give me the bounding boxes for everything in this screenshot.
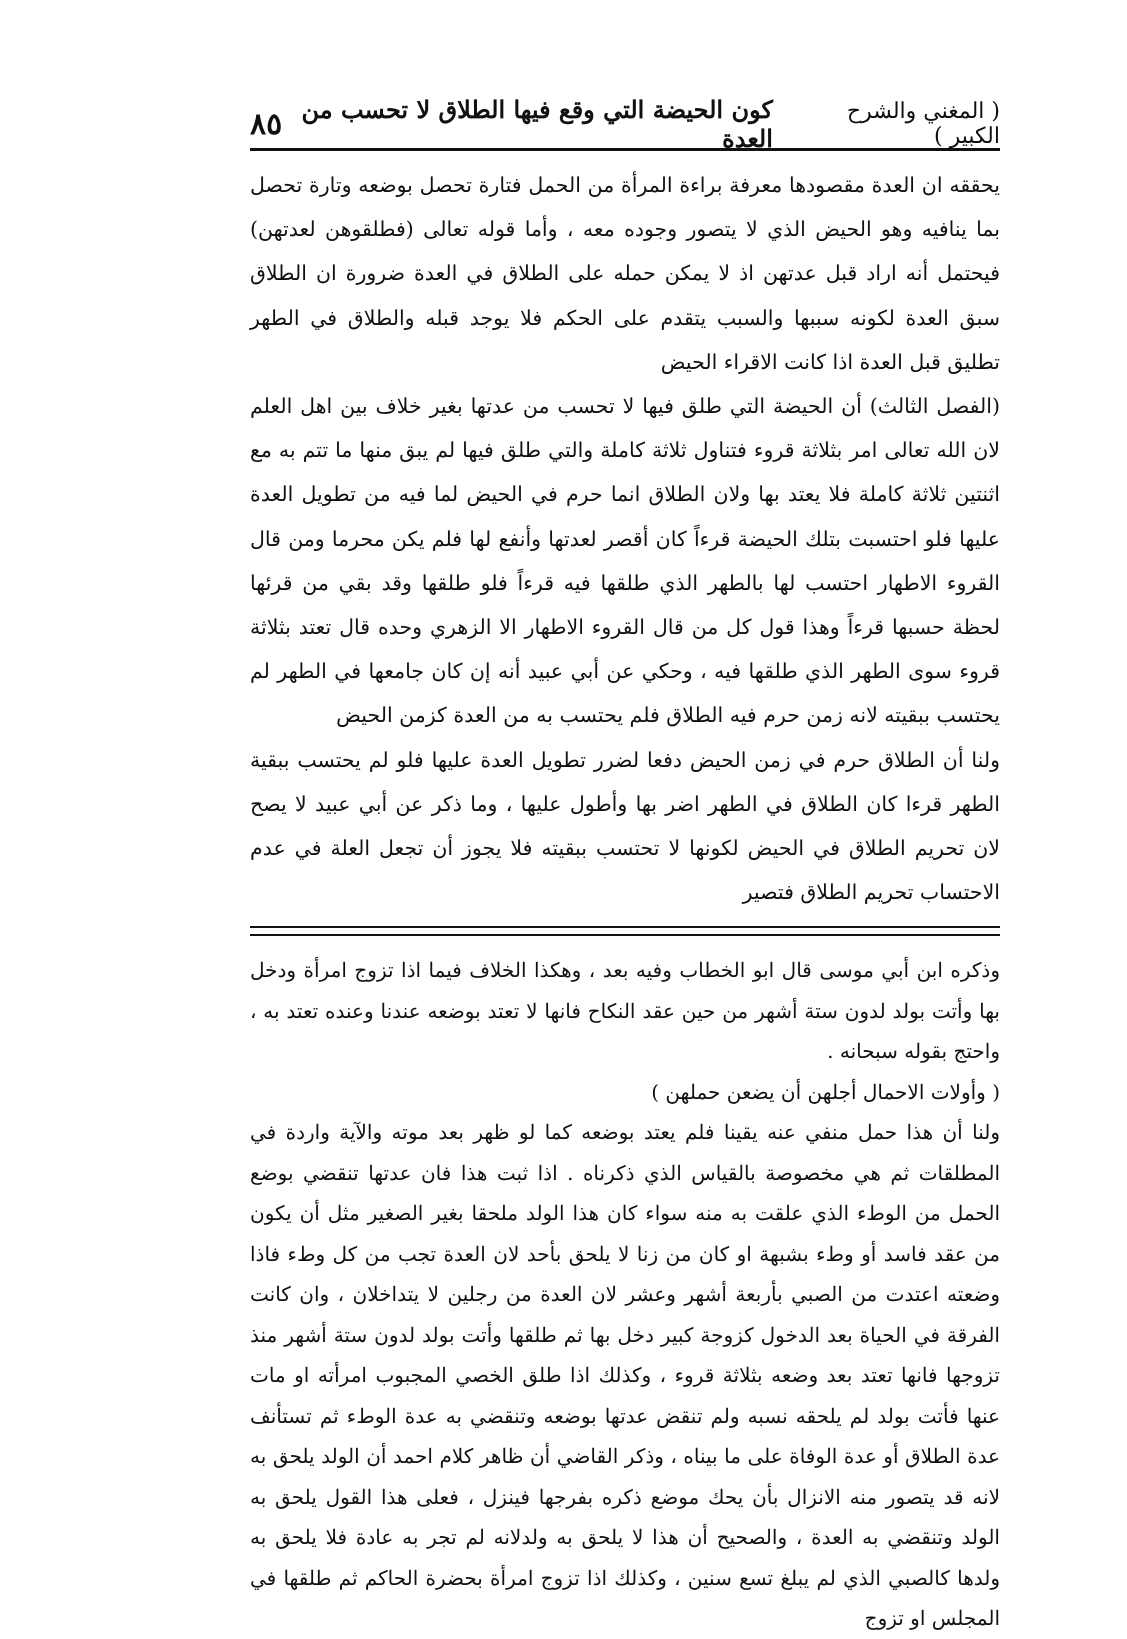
header-titles xyxy=(282,95,1000,153)
commentary-paragraph-1: وذكره ابن أبي موسى قال ابو الخطاب وفيه بعد ، وهكذا الخلاف فيما اذا تزوج امرأة ودخل بها وأتت بولد لدون ستة أشهر من حين عقد النكاح فانها لا تعتد بوضعه عندنا وعنده تعتد به ، واحتج بقوله سبحانه . xyxy=(250,958,1000,1064)
main-paragraph-1: يحققه ان العدة مقصودها معرفة براءة المرأة من الحمل فتارة تحصل بوضعه وتارة تحصل بما ينافيه وهو الحيض الذي لا يتصور وجوده معه ، وأما قوله تعالى (فطلقوهن لعدتهن) فيحتمل أنه اراد قبل عدتهن اذ لا يمكن حمله على الطلاق في العدة ضرورة ان الطلاق سبق العدة لكونه سببها والسبب يتقدم على الحكم فلا يوجد قبله والطلاق في الطهر تطليق قبل العدة اذا كانت الاقراء الحيض xyxy=(250,173,1000,374)
section-divider xyxy=(250,926,1000,936)
section-title: كون الحيضة التي وقع فيها الطلاق لا تحسب من العدة xyxy=(301,95,773,153)
commentary-paragraph-2: ولنا أن هذا حمل منفي عنه يقينا فلم يعتد بوضعه كما لو ظهر بعد موته والآية واردة في المطلقات ثم هي مخصوصة بالقياس الذي ذكرناه . اذا ثبت هذا فان عدتها تنقضي بوضع الحمل من الوطء الذي علقت به منه سواء كان هذا الولد ملحقا بغير الصغير مثل أن يكون من عقد فاسد أو وطء بشبهة او كان من زنا لا يلحق بأحد لان العدة تجب من كل وطء فاذا وضعته اعتدت من الصبي بأربعة أشهر وعشر لان العدة من رجلين لا يتداخلان ، وان كانت الفرقة في الحياة بعد الدخول كزوجة كبير دخل بها ثم طلقها وأتت بولد لدون ستة أشهر منذ تزوجها فانها تعتد بعد وضعه بثلاثة قروء ، وكذلك اذا طلق الخصي المجبوب امرأته او مات عنها فأتت بولد لم يلحقه نسبه ولم تنقض عدتها بوضعه وتنقضي به عدة الوطء ثم تستأنف عدة الطلاق أو عدة الوفاة على ما بيناه ، وذكر القاضي أن ظاهر كلام احمد أن الولد يلحق به لانه قد يتصور منه الانزال بأن يحك موضع ذكره بفرجها فينزل ، فعلى هذا القول يلحق به الولد وتنقضي به العدة ، والصحيح أن هذا لا يلحق به ولدلانه لم تجر به عادة فلا يلحق به ولدها كالصبي الذي لم يبلغ تسع سنين ، وكذلك اذا تزوج امرأة بحضرة الحاكم ثم طلقها في المجلس او تزوج xyxy=(250,1120,1000,1631)
commentary-text xyxy=(250,950,1000,1639)
main-text xyxy=(250,163,1000,914)
quran-verse: ( وأولات الاحمال أجلهن أن يضعن حملهن ) xyxy=(651,1079,1000,1104)
book-page xyxy=(250,95,1000,1631)
main-paragraph-2: (الفصل الثالث) أن الحيضة التي طلق فيها لا تحسب من عدتها بغير خلاف بين اهل العلم لان الله تعالى امر بثلاثة قروء فتناول ثلاثة كاملة والتي طلق فيها لم يبق منها ما تتم به مع اثنتين ثلاثة كاملة فلا يعتد بها ولان الطلاق انما حرم في الحيض لما فيه من تطويل العدة عليها فلو احتسبت بتلك الحيضة قرءاً كان أقصر لعدتها وأنفع لها فلم يكن محرما ومن قال القروء الاطهار احتسب لها بالطهر الذي طلقها فيه قرءاً فلو طلقها وقد بقي من قرئها لحظة حسبها قرءاً وهذا قول كل من قال القروء الاطهار الا الزهري وحده قال تعتد بثلاثة قروء سوى الطهر الذي طلقها فيه ، وحكي عن أبي عبيد أنه إن كان جامعها في الطهر لم يحتسب ببقيته لانه زمن حرم فيه الطلاق فلم يحتسب به من العدة كزمن الحيض xyxy=(250,394,1000,728)
book-title: ( المغني والشرح الكبير ) xyxy=(846,99,1000,149)
page-number: ٨٥ xyxy=(250,106,283,142)
main-paragraph-3: ولنا أن الطلاق حرم في زمن الحيض دفعا لضرر تطويل العدة عليها فلو لم يحتسب ببقية الطهر قرءا كان الطلاق في الطهر اضر بها وأطول عليها ، وما ذكر عن أبي عبيد لا يصح لان تحريم الطلاق في الحيض لكونها لا تحتسب ببقيته فلا يجوز أن تجعل العلة في عدم الاحتساب تحريم الطلاق فتصير xyxy=(250,747,1000,905)
page-header xyxy=(250,95,1000,153)
